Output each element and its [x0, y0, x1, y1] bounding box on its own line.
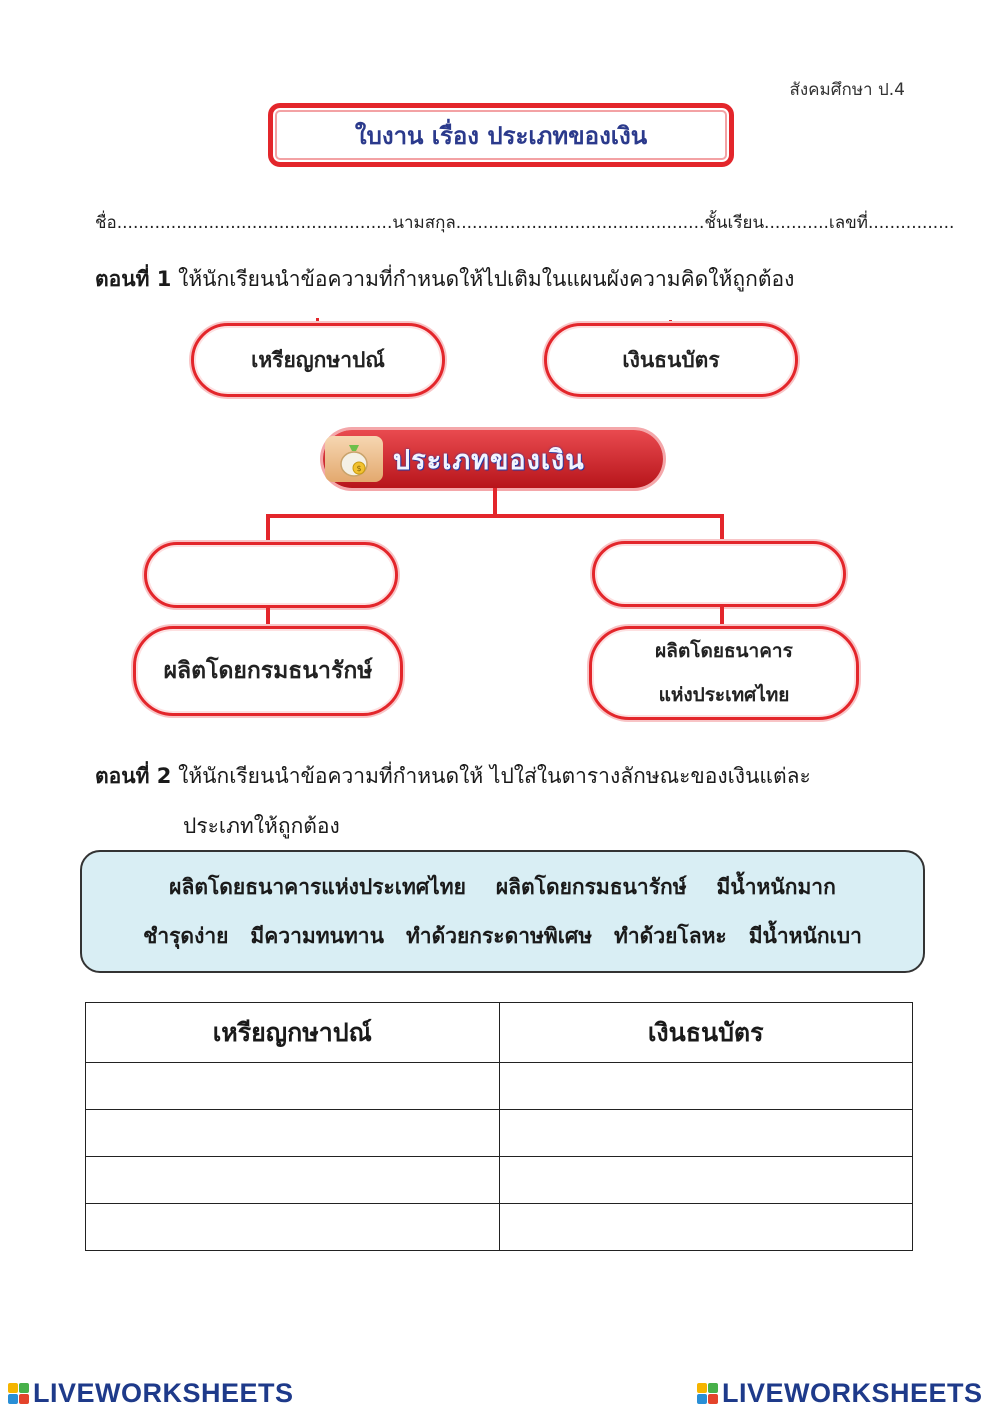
part2-label: ตอนที่ 2: [95, 764, 172, 788]
logo-right-text: LIVEWORKSHEETS: [722, 1378, 983, 1408]
answer-table: [85, 1002, 913, 1251]
connector-right-lower: [720, 607, 724, 628]
answer-cell-banknote[interactable]: [499, 1204, 913, 1251]
table-header-banknote: เงินธนบัตร: [499, 1003, 913, 1063]
answer-cell-coin[interactable]: [86, 1204, 500, 1251]
table-row: [86, 1204, 913, 1251]
center-topic-banner: [323, 430, 663, 488]
pill-coin[interactable]: [191, 323, 445, 397]
word-bank-item[interactable]: ชำรุดง่าย: [143, 923, 229, 948]
word-bank-row-2: [82, 920, 923, 953]
word-bank-row-1: [82, 871, 923, 904]
liveworksheets-logo-left[interactable]: [8, 1378, 294, 1409]
student-info-line: ชื่อ...................................................นามสกุล..............................................ชั้นเรียน............เลขที่................: [95, 213, 955, 233]
pill-bank-line2: แห่งประเทศไทย: [658, 684, 790, 706]
subject-label: สังคมศึกษา ป.4: [789, 80, 905, 100]
center-topic-text: ประเภทของเงิน: [393, 444, 585, 476]
blank-pill-right[interactable]: [592, 541, 846, 607]
connector-left-branch: [266, 514, 270, 544]
word-bank-item[interactable]: มีความทนทาน: [250, 923, 384, 948]
table-row: [86, 1110, 913, 1157]
part2-instruction: [95, 760, 811, 793]
pill-bank-line1: ผลิตโดยธนาคาร: [655, 640, 793, 662]
answer-cell-coin[interactable]: [86, 1110, 500, 1157]
word-bank: [80, 850, 925, 973]
word-bank-item[interactable]: ทำด้วยกระดาษพิเศษ: [405, 923, 593, 948]
connector-horizontal: [266, 514, 724, 518]
pill-made-by-treasury[interactable]: [133, 626, 403, 716]
part1-instruction: [95, 263, 794, 296]
part2-instruction-cont: ประเภทให้ถูกต้อง: [183, 814, 340, 838]
word-bank-item[interactable]: ผลิตโดยกรมธนารักษ์: [495, 874, 687, 899]
pill-banknote[interactable]: [544, 323, 798, 397]
connector-right-branch: [720, 514, 724, 542]
pill-banknote-label: เงินธนบัตร: [622, 347, 720, 372]
part1-instruction-text: ให้นักเรียนนำข้อความที่กำหนดให้ไปเติมในแผนผังความคิดให้ถูกต้อง: [178, 267, 795, 291]
pill-coin-label: เหรียญกษาปณ์: [251, 347, 385, 372]
table-row: [86, 1063, 913, 1110]
pill-made-by-bank-of-thailand[interactable]: [589, 626, 859, 720]
answer-cell-banknote[interactable]: [499, 1110, 913, 1157]
part2-instruction-text: ให้นักเรียนนำข้อความที่กำหนดให้ ไปใส่ในตารางลักษณะของเงินแต่ละ: [178, 764, 811, 788]
word-bank-item[interactable]: ทำด้วยโลหะ: [614, 923, 727, 948]
logo-left-text: LIVEWORKSHEETS: [33, 1378, 294, 1408]
part1-label: ตอนที่ 1: [95, 267, 172, 291]
liveworksheets-mark-icon: [697, 1383, 718, 1404]
svg-text:$: $: [356, 464, 362, 473]
money-bag-icon: [325, 436, 383, 482]
table-header-coin: เหรียญกษาปณ์: [86, 1003, 500, 1063]
pill-made-by-treasury-label: ผลิตโดยกรมธนารักษ์: [163, 658, 373, 684]
worksheet-title: [268, 103, 734, 167]
connector-trunk: [493, 488, 497, 516]
liveworksheets-logo-right[interactable]: [697, 1378, 983, 1409]
answer-cell-coin[interactable]: [86, 1063, 500, 1110]
table-header-row: [86, 1003, 913, 1063]
answer-cell-coin[interactable]: [86, 1157, 500, 1204]
worksheet-title-text: ใบงาน เรื่อง ประเภทของเงิน: [354, 121, 648, 150]
answer-cell-banknote[interactable]: [499, 1063, 913, 1110]
table-row: [86, 1157, 913, 1204]
answer-cell-banknote[interactable]: [499, 1157, 913, 1204]
word-bank-item[interactable]: มีน้ำหนักมาก: [716, 874, 836, 899]
liveworksheets-mark-icon: [8, 1383, 29, 1404]
word-bank-item[interactable]: ผลิตโดยธนาคารแห่งประเทศไทย: [169, 874, 466, 899]
blank-pill-left[interactable]: [144, 542, 398, 608]
connector-left-lower: [266, 608, 270, 628]
word-bank-item[interactable]: มีน้ำหนักเบา: [748, 923, 862, 948]
